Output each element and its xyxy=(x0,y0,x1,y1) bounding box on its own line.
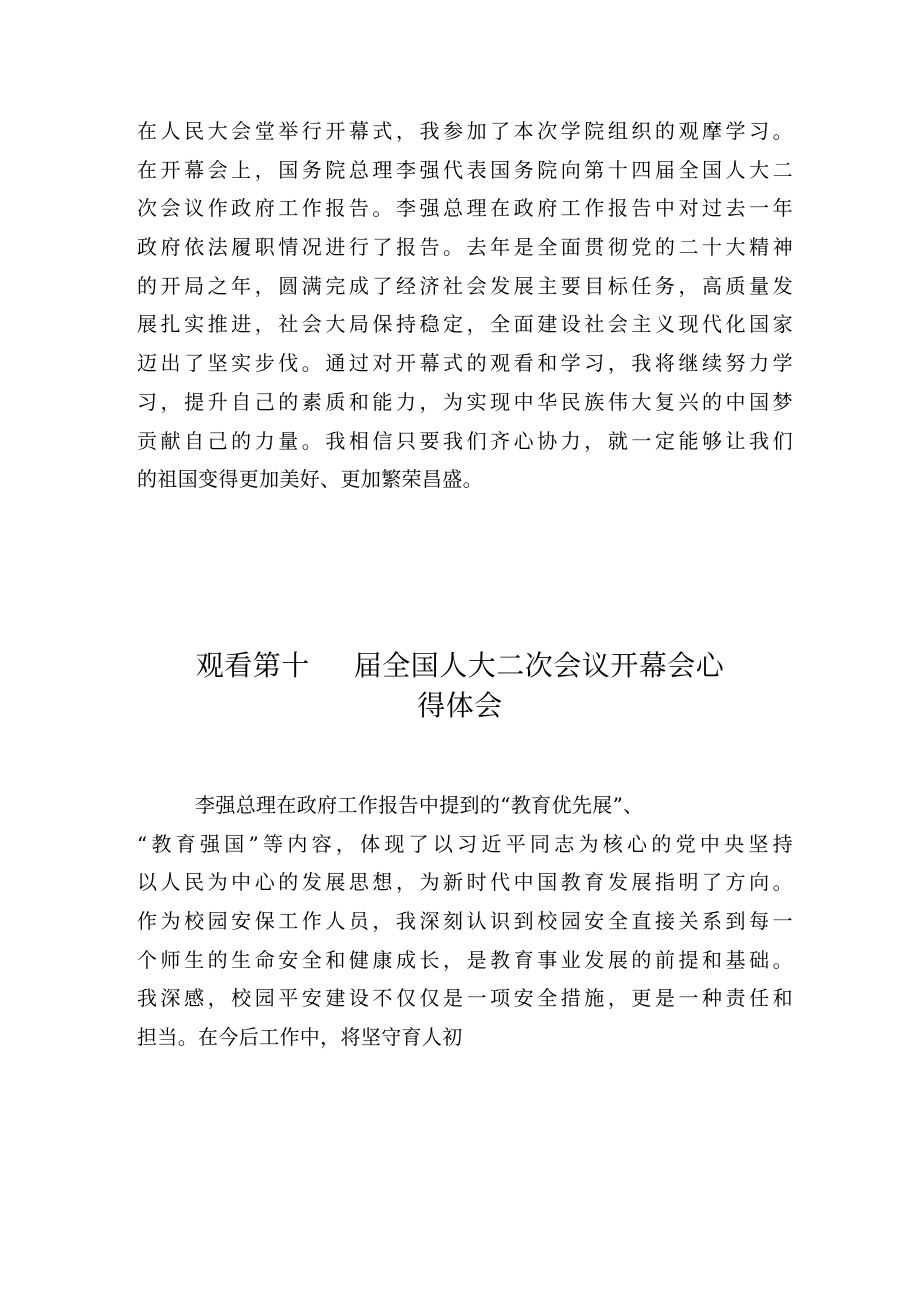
paragraph-line: 贡献自己的力量。我相信只要我们齐心协力，就一定能够让我们 xyxy=(137,428,793,453)
section-title-line-2: 得体会 xyxy=(417,689,503,722)
body-paragraph-2 xyxy=(137,786,793,1057)
section-title-part-2: 届全国人大二次会议开幕会心 xyxy=(353,649,725,682)
paragraph-line: 的祖国变得更加美好、更加繁荣昌盛。 xyxy=(137,467,483,492)
paragraph-line: 以人民为中心的发展思想，为新时代中国教育发展指明了方向。 xyxy=(137,870,793,895)
paragraph-line: 在人民大会堂举行开幕式，我参加了本次学院组织的观摩学习。 xyxy=(137,119,793,143)
paragraph-line: 迈出了坚实步伐。通过对开幕式的观看和学习，我将继续努力学 xyxy=(137,351,793,376)
paragraph-line: 展扎实推进，社会大局保持稳定，全面建设社会主义现代化国家 xyxy=(137,312,793,337)
paragraph-line: 次会议作政府工作报告。李强总理在政府工作报告中对过去一年 xyxy=(137,196,793,221)
section-title-line-1 xyxy=(120,646,800,686)
body-paragraph-1 xyxy=(137,112,793,499)
section-title-part-1: 观看第十 xyxy=(195,649,310,682)
paragraph-line: 个师生的生命安全和健康成长，是教育事业发展的前提和基础。 xyxy=(137,947,793,972)
paragraph-line: “教育强国”等内容，体现了以习近平同志为核心的党中央坚持 xyxy=(137,831,793,856)
paragraph-line: 我深感，校园平安建设不仅仅是一项安全措施，更是一种责任和 xyxy=(137,986,793,1011)
paragraph-line: 习，提升自己的素质和能力，为实现中华民族伟大复兴的中国梦 xyxy=(137,389,793,414)
paragraph-line: 作为校园安保工作人员，我深刻认识到校园安全直接关系到每一 xyxy=(137,909,793,934)
paragraph-line: 的开局之年，圆满完成了经济社会发展主要目标任务，高质量发 xyxy=(137,273,793,298)
paragraph-line: 担当。在今后工作中，将坚守育人初 xyxy=(137,1025,463,1050)
section-title xyxy=(120,646,800,726)
paragraph-line: 在开幕会上，国务院总理李强代表国务院向第十四届全国人大二 xyxy=(137,157,793,182)
paragraph-line: 李强总理在政府工作报告中提到的“教育优先展”、 xyxy=(195,793,644,817)
paragraph-line: 政府依法履职情况进行了报告。去年是全面贯彻党的二十大精神 xyxy=(137,235,793,260)
